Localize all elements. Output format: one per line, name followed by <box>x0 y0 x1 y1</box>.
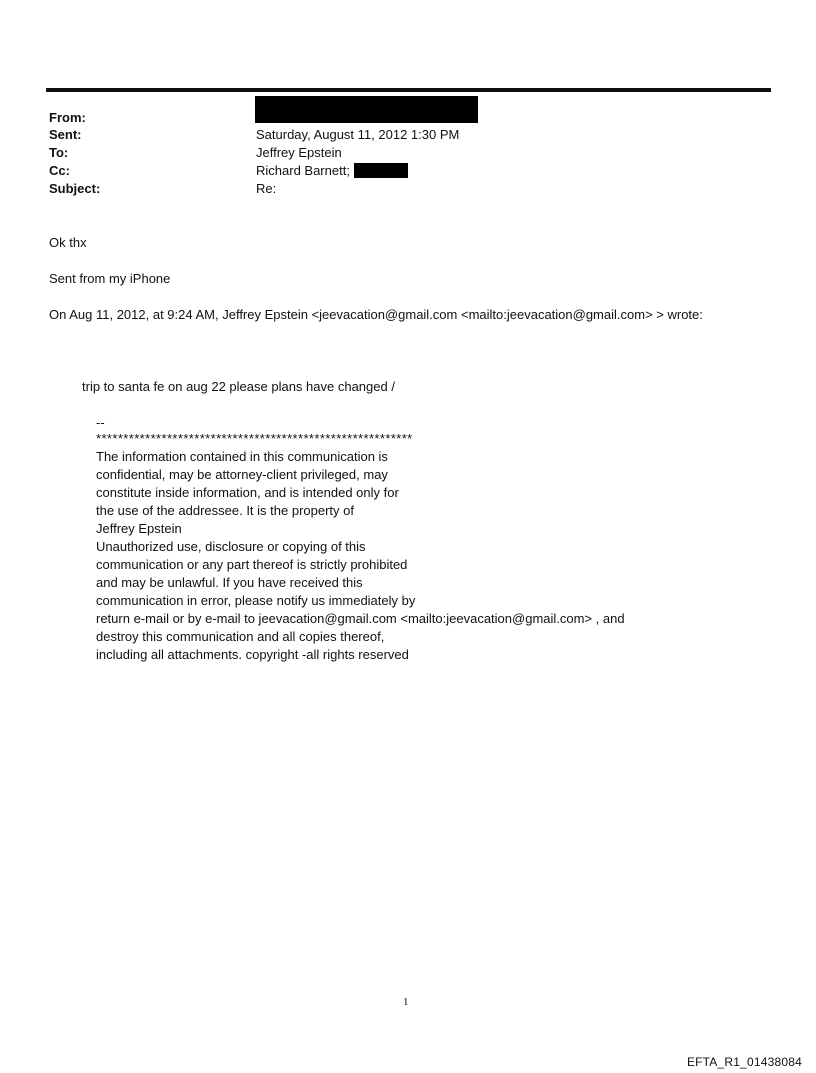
disclaimer-line: The information contained in this communication is <box>96 449 388 464</box>
disclaimer-line: communication in error, please notify us immediately by <box>96 593 416 608</box>
disclaimer-line: Jeffrey Epstein <box>96 521 182 536</box>
disclaimer-line: the use of the addressee. It is the property of <box>96 503 354 518</box>
quote-intro: On Aug 11, 2012, at 9:24 AM, Jeffrey Epstein <jeevacation@gmail.com <mailto:jeevacation@gmail.com> > wrote: <box>49 307 703 322</box>
signature-text: Sent from my iPhone <box>49 271 171 286</box>
sent-value: Saturday, August 11, 2012 1:30 PM <box>256 127 460 142</box>
from-redaction <box>255 96 478 123</box>
subject-label: Subject: <box>49 181 101 196</box>
disclaimer-line: confidential, may be attorney-client privileged, may <box>96 467 388 482</box>
header-rule <box>46 88 771 92</box>
to-value: Jeffrey Epstein <box>256 145 342 160</box>
cc-value: Richard Barnett; <box>256 163 350 178</box>
asterisk-divider: ********************************************************** <box>96 431 413 446</box>
cc-redaction <box>354 163 408 178</box>
reply-text: Ok thx <box>49 235 87 250</box>
disclaimer-line: Unauthorized use, disclosure or copying of this <box>96 539 366 554</box>
page-number: 1 <box>403 996 409 1008</box>
signature-separator: -- <box>96 415 105 430</box>
disclaimer-line: return e-mail or by e-mail to jeevacation@gmail.com <mailto:jeevacation@gmail.com> , and <box>96 611 625 626</box>
cc-label: Cc: <box>49 163 70 178</box>
to-label: To: <box>49 145 69 160</box>
quoted-message: trip to santa fe on aug 22 please plans have changed / <box>82 379 395 394</box>
disclaimer-line: including all attachments. copyright -all rights reserved <box>96 647 409 662</box>
subject-value: Re: <box>256 181 277 196</box>
disclaimer-line: communication or any part thereof is strictly prohibited <box>96 557 408 572</box>
disclaimer-line: destroy this communication and all copies thereof, <box>96 629 385 644</box>
disclaimer-line: constitute inside information, and is intended only for <box>96 485 399 500</box>
sent-label: Sent: <box>49 127 82 142</box>
from-label: From: <box>49 110 86 125</box>
disclaimer-line: and may be unlawful. If you have received this <box>96 575 363 590</box>
document-id: EFTA_R1_01438084 <box>686 1055 802 1069</box>
